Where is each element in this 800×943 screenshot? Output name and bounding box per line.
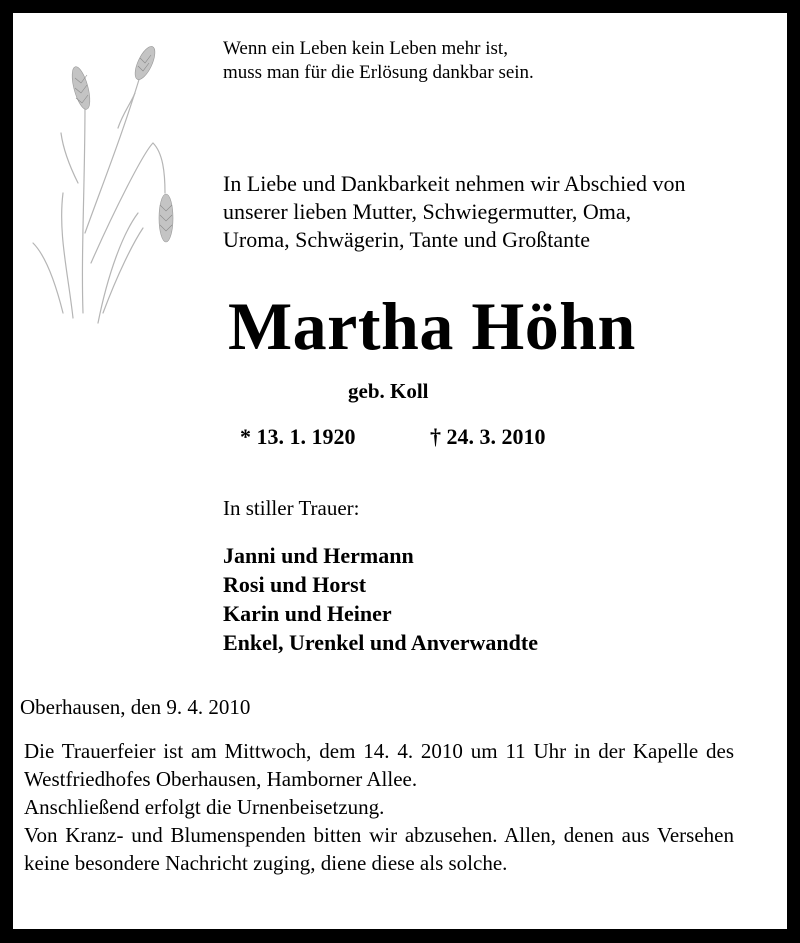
wheat-ears-icon [23,33,203,333]
service-info [24,737,734,877]
intro-line: In Liebe und Dankbarkeit nehmen wir Abschied von [223,171,686,196]
intro-line: unserer lieben Mutter, Schwiegermutter, Oma, [223,199,632,224]
motto-quote [223,37,534,85]
mourner-name: Enkel, Urenkel und Anverwandte [223,630,538,655]
intro-text [223,170,685,254]
life-dates [240,424,546,450]
service-paragraph: Die Trauerfeier ist am Mittwoch, dem 14. 4. 2010 um 11 Uhr in der Kapelle des Westfriedhofes Oberhausen, Hamborner Allee. [24,739,734,791]
motto-line: Wenn ein Leben kein Leben mehr ist, [223,38,508,59]
mourner-name: Janni und Hermann [223,543,414,568]
mourners-label: In stiller Trauer: [223,496,360,520]
intro-line: Uroma, Schwägerin, Tante und Großtante [223,227,591,252]
mourner-name: Rosi und Horst [223,572,367,597]
deceased-name: Martha Höhn [228,288,636,364]
birth-date: * 13. 1. 1920 [240,424,356,449]
motto-line: muss man für die Erlösung dankbar sein. [223,62,534,83]
place-date: Oberhausen, den 9. 4. 2010 [20,695,251,719]
service-paragraph: Anschließend erfolgt die Urnenbeisetzung. [24,795,385,819]
death-date: † 24. 3. 2010 [430,424,546,449]
mourner-name: Karin und Heiner [223,601,392,626]
mourners-list [223,541,538,657]
service-paragraph: Von Kranz- und Blumenspenden bitten wir abzusehen. Allen, denen aus Versehen keine besondere Nachricht zuging, diene diese als solche. [24,823,734,875]
maiden-name: geb. Koll [348,379,429,403]
